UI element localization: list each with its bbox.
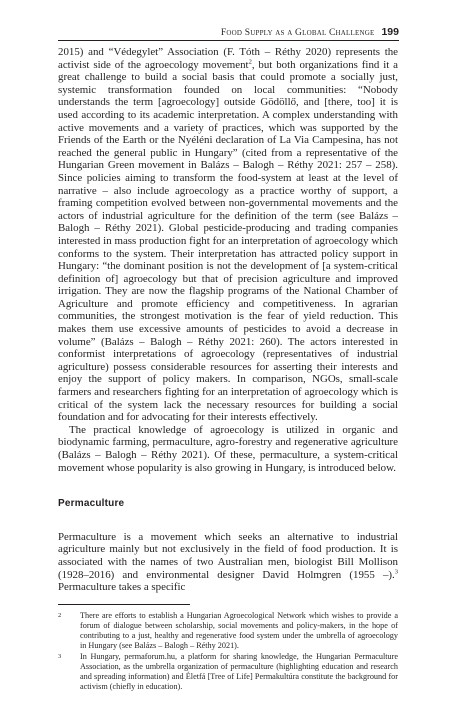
footnote-mark: 3 bbox=[58, 653, 62, 661]
running-title: Food Supply as a Global Challenge bbox=[220, 28, 375, 38]
header-rule bbox=[58, 40, 399, 41]
footnote-2 bbox=[58, 611, 398, 651]
footnote-rule bbox=[58, 604, 190, 605]
paragraph-3: Permaculture is a movement which seeks an alternative to industrial agriculture mainly but not exclusively in the field of food production. It is associated with the names of two Australian men, biologist Bill Mollison (1928–2016) and environmental designer David Holmgren (1955 –).$^3$ Permaculture takes a specific bbox=[58, 530, 398, 594]
footnote-3 bbox=[58, 652, 398, 692]
footnote-text: In Hungary, permaforum.hu, a platform for sharing knowledge, the Hungarian Permaculture Association, as the umbrella organization of permaculture (highlighting education and research and spreading information) and Életfá [Tree of Life] Permakultúra constitute the background for activism (chiefly in education). bbox=[80, 652, 398, 692]
footnote-text: There are efforts to establish a Hungarian Agroecological Network which wishes to provide a forum of dialogue between scholarship, social movements and policy-makers, in the hope of contributing to a just, healthy and regenerative food system under the umbrella of agroecology in Hungary (see Balázs – Balogh – Réthy 2021). bbox=[80, 610, 398, 651]
footnote-mark: 2 bbox=[58, 611, 62, 619]
running-head bbox=[58, 26, 399, 38]
page-number: 199 bbox=[381, 26, 399, 38]
paragraph-2: The practical knowledge of agroecology is utilized in organic and biodynamic farming, permaculture, agro-forestry and regenerative agriculture (Balázs – Balogh – Réthy 2021). Of these, permaculture, a system-critical movement whose popularity is also growing in Hungary, is introduced below. bbox=[58, 423, 398, 474]
footnote-ref-3[interactable]: 3 bbox=[394, 567, 398, 575]
body-text bbox=[58, 46, 398, 694]
footnote-ref-2[interactable]: 2 bbox=[248, 57, 252, 65]
section-heading: Permaculture bbox=[58, 498, 125, 510]
paragraph-1: 2015) and “Védegylet” Association (F. Tóth – Réthy 2020) represents the activist side of the agroecology movement$^2$, but both organizations find it a great challenge to build a social basis that could promote a socially just, systemic transformation founded on local communities: “Nobody understands the term [agroecology] outside Gödöllő, and [there, too] it is used according to its academic interpretation. A complex understanding with active movements and a variety of practices, which was supported by the Friends of the Earth or the Nyéléni declaration of La Via Campesina, has not reached the general public in Hungary” (cited from a representative of the Hungarian Green movement in Balázs – Balogh – Réthy 2021: 257 – 258). Since policies aiming to transform the food-system at least at the level of narrative – also include agroecology as a practice worthy of support, a framing competition evolved between non-governmental movements and the actors of industrial agriculture for the definition of the term (see Balázs – Balogh – Réthy 2021). Global pesticide-producing and trading companies interested in mass production fight for an interpretation of agroecology which conforms to the system. Their interpretation has attracted policy support in Hungary: “the dominant position is not the development of [a system-critical definition of] agroecology but that of precision agriculture and improved irrigation. They are now the flagship programs of the National Chamber of Agriculture and promote efficiency and competitiveness. In agrarian communities, the strongest motivation is the fear of yield reduction. This makes them use excessive amounts of pesticides to avoid a decrease in volume” (Balázs – Balogh – Réthy 2021: 260). The actors interested in conformist interpretations of agroecology (representatives of industrial agriculture) possess considerable resources for asserting their interests and enjoy the support of policy makers. In comparison, NGOs, small-scale farmers and researchers fighting for an interpretation of agroecology which is critical of the system lack the necessary resources for building a social foundation and for advocating for their interests effectively. bbox=[58, 46, 398, 424]
